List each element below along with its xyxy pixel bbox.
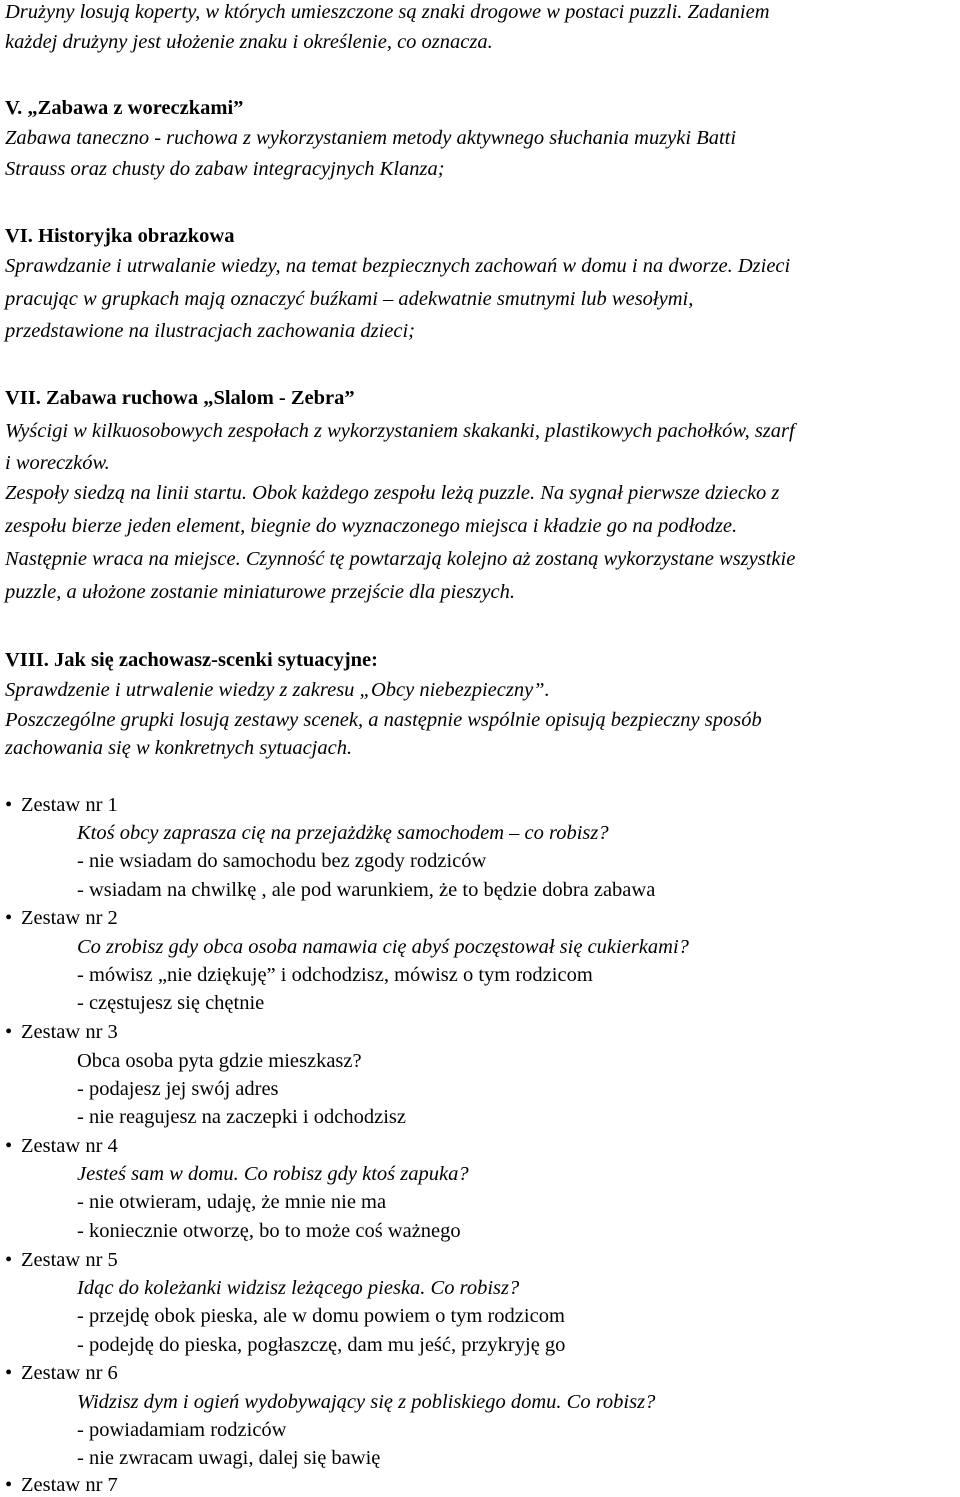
section-8-line-1: Sprawdzenie i utrwalenie wiedzy z zakresu „Obcy niebezpieczny”. [5, 679, 550, 701]
set-1-answer-2: - wsiadam na chwilkę , ale pod warunkiem, że to będzie dobra zabawa [77, 879, 656, 901]
set-1-answer-1: - nie wsiadam do samochodu bez zgody rodziców [77, 850, 487, 872]
set-4-label-text: Zestaw nr 4 [21, 1135, 118, 1157]
bullet-icon: • [5, 1249, 13, 1271]
set-3-answer-1: - podajesz jej swój adres [77, 1078, 279, 1100]
bullet-icon: • [5, 907, 13, 929]
set-2-answer-2: - częstujesz się chętnie [77, 992, 265, 1014]
set-6-answer-1: - powiadamiam rodziców [77, 1419, 287, 1441]
set-3-question: Obca osoba pyta gdzie mieszkasz? [77, 1050, 362, 1072]
set-4-question: Jesteś sam w domu. Co robisz gdy ktoś zapuka? [77, 1163, 469, 1185]
section-7-line-4: zespołu bierze jeden element, biegnie do wyznaczonego miejsca i kładzie go na podłodze. [5, 515, 738, 537]
set-4-label [5, 1134, 118, 1158]
set-1-question: Ktoś obcy zaprasza cię na przejażdżkę samochodem – co robisz? [77, 822, 609, 844]
set-3-label-text: Zestaw nr 3 [21, 1021, 118, 1043]
set-2-question: Co zrobisz gdy obca osoba namawia cię abyś poczęstował się cukierkami? [77, 936, 689, 958]
section-7-line-5: Następnie wraca na miejsce. Czynność tę powtarzają kolejno aż zostaną wykorzystane wszystkie [5, 548, 796, 570]
set-5-answer-1: - przejdę obok pieska, ale w domu powiem o tym rodzicom [77, 1305, 565, 1327]
set-2-label-text: Zestaw nr 2 [21, 907, 118, 929]
section-8-line-2: Poszczególne grupki losują zestawy scenek, a następnie wspólnie opisują bezpieczny sposób [5, 709, 762, 731]
set-5-label-text: Zestaw nr 5 [21, 1249, 118, 1271]
set-1-label [5, 793, 118, 817]
section-8-heading: VIII. Jak się zachowasz-scenki sytuacyjne: [5, 649, 378, 671]
set-6-answer-2: - nie zwracam uwagi, dalej się bawię [77, 1447, 381, 1469]
set-2-answer-1: - mówisz „nie dziękuję” i odchodzisz, mówisz o tym rodzicom [77, 964, 593, 986]
section-6-line-3: przedstawione na ilustracjach zachowania dzieci; [5, 320, 415, 342]
section-6-heading: VI. Historyjka obrazkowa [5, 225, 235, 247]
set-6-question: Widzisz dym i ogień wydobywający się z pobliskiego domu. Co robisz? [77, 1391, 656, 1413]
section-7-line-2: i woreczków. [5, 452, 110, 474]
set-7-label-text: Zestaw nr 7 [21, 1474, 118, 1496]
bullet-icon: • [5, 1474, 13, 1496]
set-2-label [5, 906, 118, 930]
section-6-line-1: Sprawdzanie i utrwalanie wiedzy, na temat bezpiecznych zachowań w domu i na dworze. Dzieci [5, 255, 791, 277]
bullet-icon: • [5, 1021, 13, 1043]
section-7-heading: VII. Zabawa ruchowa „Slalom - Zebra” [5, 387, 355, 409]
bullet-icon: • [5, 1135, 13, 1157]
intro-line-1: Drużyny losują koperty, w których umieszczone są znaki drogowe w postaci puzzli. Zadaniem [5, 1, 770, 23]
set-5-label [5, 1248, 118, 1272]
section-5-line-2: Strauss oraz chusty do zabaw integracyjnych Klanza; [5, 158, 445, 180]
section-7-line-3: Zespoły siedzą na linii startu. Obok każdego zespołu leżą puzzle. Na sygnał pierwsze dziecko z [5, 482, 780, 504]
section-8-line-3: zachowania się w konkretnych sytuacjach. [5, 737, 353, 759]
set-3-label [5, 1020, 118, 1044]
set-4-answer-1: - nie otwieram, udaję, że mnie nie ma [77, 1191, 387, 1213]
set-4-answer-2: - koniecznie otworzę, bo to może coś ważnego [77, 1220, 461, 1242]
set-5-answer-2: - podejdę do pieska, pogłaszczę, dam mu jeść, przykryję go [77, 1334, 566, 1356]
set-6-label [5, 1361, 118, 1385]
section-5-line-1: Zabawa taneczno - ruchowa z wykorzystaniem metody aktywnego słuchania muzyki Batti [5, 127, 737, 149]
set-5-question: Idąc do koleżanki widzisz leżącego pieska. Co robisz? [77, 1277, 520, 1299]
set-1-label-text: Zestaw nr 1 [21, 794, 118, 816]
bullet-icon: • [5, 794, 13, 816]
bullet-icon: • [5, 1362, 13, 1384]
section-5-heading: V. „Zabawa z woreczkami” [5, 97, 244, 119]
section-6-line-2: pracując w grupkach mają oznaczyć buźkami – adekwatnie smutnymi lub wesołymi, [5, 288, 694, 310]
set-6-label-text: Zestaw nr 6 [21, 1362, 118, 1384]
set-3-answer-2: - nie reagujesz na zaczepki i odchodzisz [77, 1106, 406, 1128]
section-7-line-6: puzzle, a ułożone zostanie miniaturowe przejście dla pieszych. [5, 581, 515, 603]
intro-line-2: każdej drużyny jest ułożenie znaku i określenie, co oznacza. [5, 31, 493, 53]
section-7-line-1: Wyścigi w kilkuosobowych zespołach z wykorzystaniem skakanki, plastikowych pachołków, szarf [5, 420, 795, 442]
set-7-label [5, 1473, 118, 1497]
